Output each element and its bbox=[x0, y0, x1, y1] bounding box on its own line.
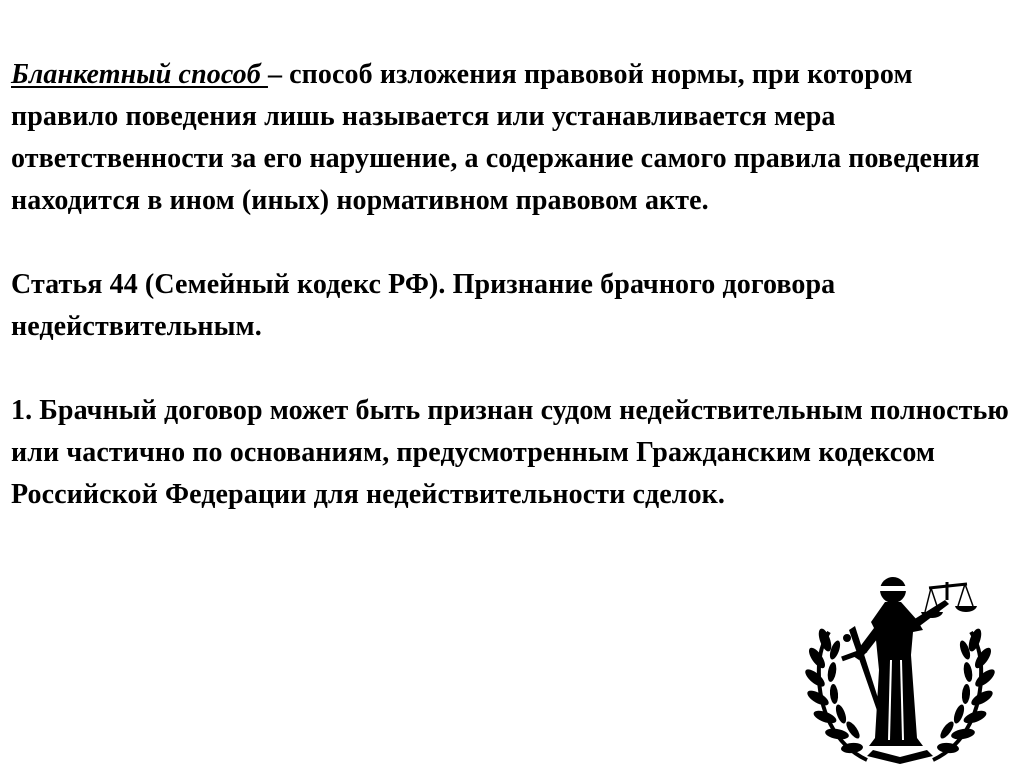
article-heading: Статья 44 (Семейный кодекс РФ). Признание брачного договора недействительным. bbox=[11, 269, 836, 342]
definition-paragraph bbox=[11, 54, 1016, 222]
definition-term: Бланкетный способ bbox=[11, 59, 268, 90]
slide-text bbox=[11, 54, 1016, 516]
article-clause: 1. Брачный договор может быть признан судом недействительным полностью или частично по основаниям, предусмотренным Гражданским кодексом Российской Федерации для недействительности сделок. bbox=[11, 395, 1009, 510]
paragraph-spacer bbox=[11, 222, 1016, 264]
themis-justice-icon bbox=[805, 560, 995, 765]
definition-text: – способ изложения правовой нормы, при котором правило поведения лишь называется или устанавливается мера ответственности за его нарушение, а содержание самого правила поведения находится в ином (иных) нормативном правовом акте. bbox=[11, 59, 980, 216]
paragraph-spacer bbox=[11, 348, 1016, 390]
